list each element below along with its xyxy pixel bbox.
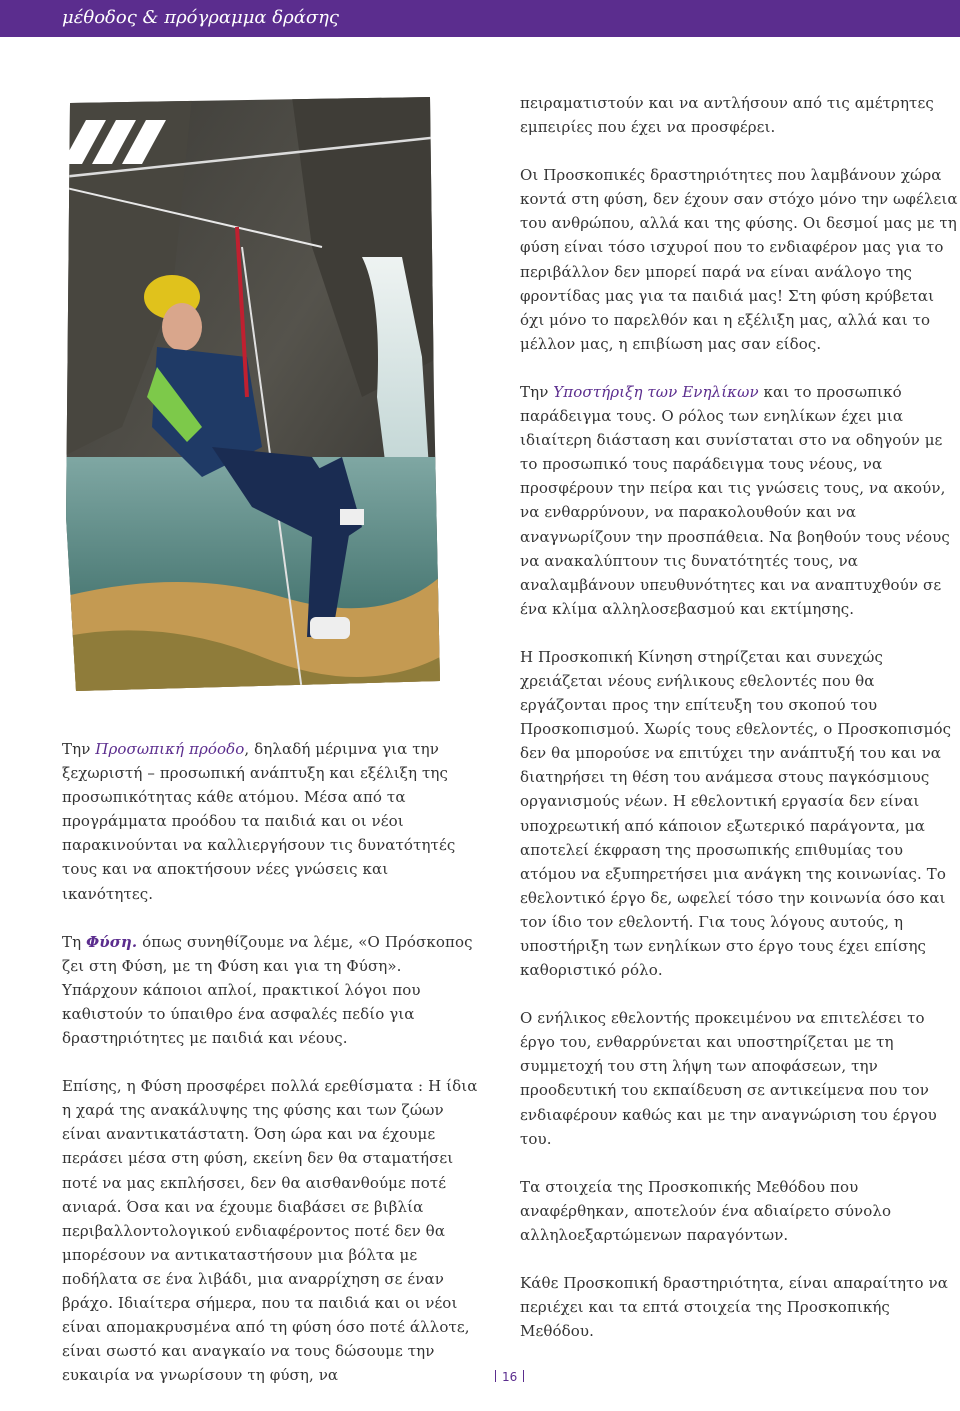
left-column	[62, 737, 482, 1411]
page-header	[0, 0, 960, 37]
section-title: μέθοδος & πρόγραμμα δράσης	[62, 7, 339, 28]
paragraph: Ο ενήλικος εθελοντής προκειμένου να επιτελέσει το έργο του, ενθαρρύνεται και υποστηρίζεται με τη συμμετοχή του στη λήψη των αποφάσεων, την προοδευτική του εκπαίδευση σε αντικείμενα που τον ενδιαφέρουν καθώς και με την αναγνώριση του έργου του.	[520, 1009, 937, 1148]
paragraph-personal-progress	[62, 737, 482, 906]
canyoning-photo	[62, 97, 440, 691]
paragraph: πειραματιστούν και να αντλήσουν από τις αμέτρητες εμπειρίες που έχει να προσφέρει.	[520, 94, 934, 137]
page-number-text: 16	[502, 1370, 518, 1384]
divider	[495, 1370, 496, 1382]
text-run: Την	[520, 382, 554, 401]
paragraph: Επίσης, η Φύση προσφέρει πολλά ερεθίσματα : Η ίδια η χαρά της ανακάλυψης της φύσης και των ζώων είναι αναντικατάστατη. Όση ώρα και να έχουμε περάσει μέσα στη φύση, εκείνη δεν θα σταματήσει ποτέ να μας εκπλήσσει, δεν θα αισθανθούμε ποτέ ανιαρά. Όσα και να έχουμε διαβάσει σε βιβλία περιβαλλοντολογικού ενδιαφέροντος ποτέ δεν θα μπορέσουν να αντικαταστήσουν μια βόλτα με ποδήλατα σε ένα λιβάδι, μια αναρρίχηση σε έναν βράχο. Ιδιαίτερα σήμερα, που τα παιδιά και οι νέοι είναι απομακρυσμένα από τη φύση όσο ποτέ άλλοτε, είναι σωστό και αναγκαίο να τους δώσουμε την ευκαιρία να γνωρίσουν τη φύση, να	[62, 1077, 478, 1385]
text-run: , δηλαδή μέριμνα για την ξεχωριστή – προσωπική ανάπτυξη και εξέλιξη της προσωπικότητας κάθε ατόμου. Μέσα από τα προγράμματα προόδου τα παιδιά και οι νέοι παρακινούνται να καλλιεργήσουν τις δυνατότητές τους και να αποκτήσουν νέες γνώσεις και ικανότητες.	[62, 740, 456, 903]
text-run: Τη	[62, 932, 87, 951]
paragraph-adult-support	[520, 380, 960, 621]
page-number	[489, 1370, 530, 1384]
emphasis-nature: Φύση.	[86, 932, 138, 951]
paragraph: Η Προσκοπική Κίνηση στηρίζεται και συνεχώς χρειάζεται νέους ενήλικους εθελοντές που θα εργάζονται προς την επίτευξη του σκοπού του Προσκοπισμού. Χωρίς τους εθελοντές, ο Προσκοπισμός δεν θα μπορούσε να επιτύχει την ανάπτυξή του και να διατηρήσει τη θέση του ανάμεσα στους παγκόσμιους οργανισμούς νέων. Η εθελοντική εργασία δεν είναι υποχρεωτική από κάποιον εξωτερικό παράγοντα, μα αποτελεί έκφραση της προσωπικής επιθυμίας του ατόμου να εξυπηρετήσει μια ανάγκη της κοινωνίας. Το εθελοντικό έργο δε, ωφελεί τόσο την κοινωνία όσο και τον ίδιο τον εθελοντή. Για τους λόγους αυτούς, η υποστήριξη των ενηλίκων στο έργο τους έχει επίσης καθοριστικό ρόλο.	[520, 647, 952, 980]
paragraph: Κάθε Προσκοπική δραστηριότητα, είναι απαραίτητο να περιέχει και τα επτά στοιχεία της Προσκοπικής Μεθόδου.	[520, 1274, 948, 1341]
paragraph: Οι Προσκοπικές δραστηριότητες που λαμβάνουν χώρα κοντά στη φύση, δεν έχουν σαν στόχο μόνο την ωφέλεια του ανθρώπου, αλλά και της φύσης. Οι δεσμοί μας με τη φύση είναι τόσο ισχυροί που το ενδιαφέρον μας για το περιβάλλον δεν μπορεί παρά να είναι ανάλογο της φροντίδας μας για τα παιδιά μας! Στη φύση κρύβεται όχι μόνο το παρελθόν και η εξέλιξη μας, αλλά και το μέλλον μας, η επιβίωση μας σαν είδος.	[520, 166, 958, 353]
text-run: και το προσωπικό παράδειγμα τους. Ο ρόλος των ενηλίκων έχει μια ιδιαίτερη διάσταση και συνίσταται στο να οδηγούν με το προσωπικό τους παράδειγμα τους νέους, να προσφέρουν την πείρα και τις γνώσεις τους, να ακούν, να ενθαρρύνουν, να παρακολουθούν και να αναγνωρίζουν την προσπάθεια. Να βοηθούν τους νέους να ανακαλύπτουν τις δυνατότητές τους, να αναλαμβάνουν υπευθυνότητες και να αναπτυχθούν σε ένα κλίμα αλληλοσεβασμού και εκτίμησης.	[520, 382, 950, 618]
text-run: όπως συνηθίζουμε να λέμε, «Ο Πρόσκοπος ζει στη Φύση, με τη Φύση και για τη Φύση». Υπάρχουν κάποιοι απλοί, πρακτικοί λόγοι που καθιστούν το ύπαιθρο ένα ασφαλές πεδίο για δραστηριότητες με παιδιά και νέους.	[62, 932, 473, 1048]
emphasis-adult-support: Υποστήριξη των Ενηλίκων	[553, 382, 759, 401]
diagonal-stripes-icon	[62, 120, 172, 164]
paragraph-nature	[62, 930, 482, 1050]
text-run: Την	[62, 740, 96, 758]
divider	[523, 1370, 524, 1382]
emphasis-personal-progress: Προσωπική πρόοδο	[95, 740, 245, 758]
paragraph: Τα στοιχεία της Προσκοπικής Μεθόδου που αναφέρθηκαν, αποτελούν ένα αδιαίρετο σύνολο αλληλοεξαρτώμενων παραγόντων.	[520, 1177, 892, 1244]
right-column	[520, 91, 960, 1367]
